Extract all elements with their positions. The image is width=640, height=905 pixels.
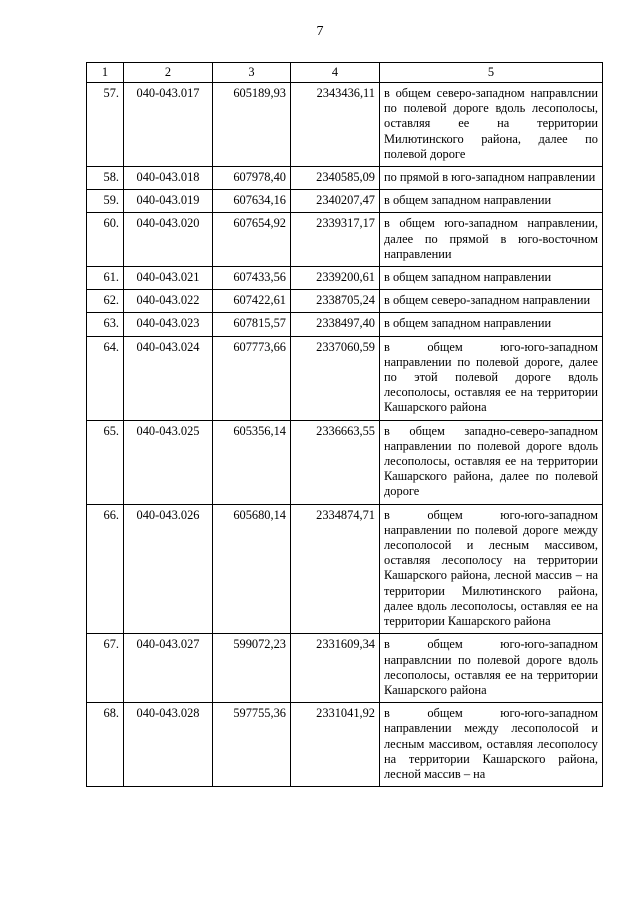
point-code-cell: 040-043.025 (124, 420, 213, 504)
table-row (87, 190, 603, 213)
direction-description-cell: в общем юго-юго-западном направлении между лесополосой и лесным массивом, оставляя лесополосу на территории Кашарского района, лесной массив – на (380, 703, 603, 787)
row-number-cell: 63. (87, 313, 124, 336)
row-number-cell: 66. (87, 504, 124, 634)
x-coordinate-cell: 607654,92 (213, 213, 291, 267)
row-number-cell: 60. (87, 213, 124, 267)
table-row (87, 313, 603, 336)
x-coordinate-cell: 597755,36 (213, 703, 291, 787)
x-coordinate-cell: 605189,93 (213, 83, 291, 167)
table-row (87, 336, 603, 420)
point-code-cell: 040-043.026 (124, 504, 213, 634)
direction-description-cell: в общем юго-юго-западном направлснии по полевой дороге вдоль лесополосы, оставляя ее на территории Кашарского района (380, 634, 603, 703)
point-code-cell: 040-043.023 (124, 313, 213, 336)
direction-description-cell: в общем северо-западном направлении (380, 290, 603, 313)
x-coordinate-cell: 607422,61 (213, 290, 291, 313)
direction-description-cell: в общем западном направлении (380, 190, 603, 213)
column-header: 5 (380, 63, 603, 83)
x-coordinate-cell: 607978,40 (213, 167, 291, 190)
y-coordinate-cell: 2331041,92 (291, 703, 380, 787)
point-code-cell: 040-043.018 (124, 167, 213, 190)
row-number-cell: 59. (87, 190, 124, 213)
column-header: 4 (291, 63, 380, 83)
x-coordinate-cell: 599072,23 (213, 634, 291, 703)
x-coordinate-cell: 607773,66 (213, 336, 291, 420)
y-coordinate-cell: 2338497,40 (291, 313, 380, 336)
direction-description-cell: в общем юго-юго-западном направлении по полевой дороге между лесополосой и лесным массивом, оставляя лесополосу на территории Кашарского района, лесной массив – на территории Милютинского района, далее вдоль лесополосы, оставляя ее на территории Кашарского района (380, 504, 603, 634)
point-code-cell: 040-043.024 (124, 336, 213, 420)
row-number-cell: 61. (87, 267, 124, 290)
table-header-row (87, 63, 603, 83)
y-coordinate-cell: 2338705,24 (291, 290, 380, 313)
y-coordinate-cell: 2334874,71 (291, 504, 380, 634)
row-number-cell: 64. (87, 336, 124, 420)
point-code-cell: 040-043.020 (124, 213, 213, 267)
x-coordinate-cell: 607433,56 (213, 267, 291, 290)
column-header: 1 (87, 63, 124, 83)
direction-description-cell: в общем юго-западном направлении, далее по прямой в юго-восточном направлении (380, 213, 603, 267)
row-number-cell: 57. (87, 83, 124, 167)
column-header: 2 (124, 63, 213, 83)
table-row (87, 504, 603, 634)
table-row (87, 213, 603, 267)
row-number-cell: 68. (87, 703, 124, 787)
table-row (87, 420, 603, 504)
direction-description-cell: в общем западном направлении (380, 267, 603, 290)
y-coordinate-cell: 2339200,61 (291, 267, 380, 290)
table-row (87, 634, 603, 703)
page-number: 7 (316, 24, 324, 39)
point-code-cell: 040-043.019 (124, 190, 213, 213)
point-code-cell: 040-043.027 (124, 634, 213, 703)
point-code-cell: 040-043.028 (124, 703, 213, 787)
y-coordinate-cell: 2336663,55 (291, 420, 380, 504)
y-coordinate-cell: 2331609,34 (291, 634, 380, 703)
table-row (87, 703, 603, 787)
x-coordinate-cell: 607815,57 (213, 313, 291, 336)
row-number-cell: 67. (87, 634, 124, 703)
table-row (87, 267, 603, 290)
y-coordinate-cell: 2340585,09 (291, 167, 380, 190)
y-coordinate-cell: 2339317,17 (291, 213, 380, 267)
point-code-cell: 040-043.017 (124, 83, 213, 167)
direction-description-cell: в общем юго-юго-западном направлении по полевой дороге, далее по этой полевой дороге вдоль лесополосы, оставляя ее на территории Кашарского района (380, 336, 603, 420)
table-body (87, 83, 603, 787)
table-row (87, 290, 603, 313)
row-number-cell: 65. (87, 420, 124, 504)
point-code-cell: 040-043.022 (124, 290, 213, 313)
x-coordinate-cell: 605680,14 (213, 504, 291, 634)
point-code-cell: 040-043.021 (124, 267, 213, 290)
column-header: 3 (213, 63, 291, 83)
direction-description-cell: по прямой в юго-западном направлении (380, 167, 603, 190)
direction-description-cell: в общем западно-северо-западном направлении по полевой дороге вдоль лесополосы, оставляя ее на территории Кашарского района, далее по полевой дороге (380, 420, 603, 504)
direction-description-cell: в общем северо-западном направлснии по полевой дороге вдоль лесополосы, оставляя ее на территории Милютинского района, далее по полевой дороге (380, 83, 603, 167)
x-coordinate-cell: 605356,14 (213, 420, 291, 504)
row-number-cell: 62. (87, 290, 124, 313)
row-number-cell: 58. (87, 167, 124, 190)
table-row (87, 83, 603, 167)
y-coordinate-cell: 2340207,47 (291, 190, 380, 213)
direction-description-cell: в общем западном направлении (380, 313, 603, 336)
y-coordinate-cell: 2343436,11 (291, 83, 380, 167)
boundary-points-table (86, 62, 603, 787)
y-coordinate-cell: 2337060,59 (291, 336, 380, 420)
table-row (87, 167, 603, 190)
x-coordinate-cell: 607634,16 (213, 190, 291, 213)
